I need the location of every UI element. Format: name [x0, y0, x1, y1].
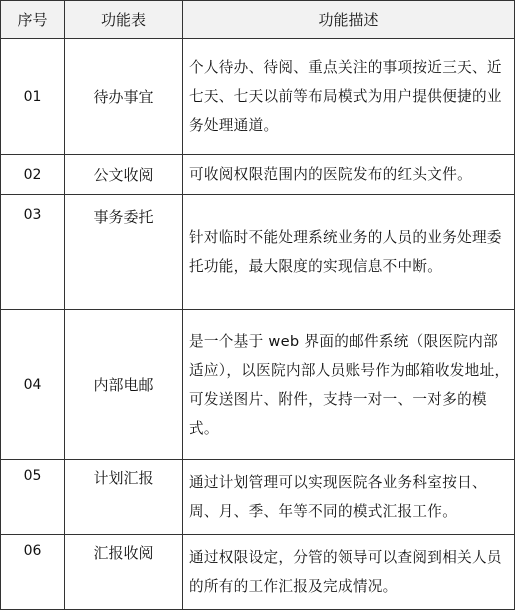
table-row [1, 460, 515, 535]
row-description: 通过计划管理可以实现医院各业务科室按日、周、月、季、年等不同的模式汇报工作。 [183, 460, 515, 535]
header-function: 功能表 [65, 1, 183, 39]
table-row [1, 310, 515, 460]
row-description: 可收阅权限范围内的医院发布的红头文件。 [183, 155, 515, 195]
row-number: 01 [1, 39, 65, 155]
row-function-name: 待办事宜 [65, 39, 183, 155]
row-function-name: 汇报收阅 [65, 535, 183, 610]
row-description: 是一个基于 web 界面的邮件系统（限医院内部适应），以医院内部人员账号作为邮箱收发地址，可发送图片、附件，支持一对一、一对多的模式。 [183, 310, 515, 460]
row-number: 03 [1, 195, 65, 310]
table-row [1, 535, 515, 610]
row-function-name: 事务委托 [65, 195, 183, 310]
header-description: 功能描述 [183, 1, 515, 39]
row-description: 个人待办、待阅、重点关注的事项按近三天、近七天、七天以前等布局模式为用户提供便捷的业务处理通道。 [183, 39, 515, 155]
row-number: 02 [1, 155, 65, 195]
table-row [1, 195, 515, 310]
row-function-name: 公文收阅 [65, 155, 183, 195]
header-row [1, 1, 515, 39]
table-row [1, 155, 515, 195]
row-function-name: 内部电邮 [65, 310, 183, 460]
row-description: 通过权限设定，分管的领导可以查阅到相关人员的所有的工作汇报及完成情况。 [183, 535, 515, 610]
row-number: 06 [1, 535, 65, 610]
table-row [1, 39, 515, 155]
row-number: 05 [1, 460, 65, 535]
header-number: 序号 [1, 1, 65, 39]
row-function-name: 计划汇报 [65, 460, 183, 535]
row-number: 04 [1, 310, 65, 460]
row-description: 针对临时不能处理系统业务的人员的业务处理委托功能，最大限度的实现信息不中断。 [183, 195, 515, 310]
